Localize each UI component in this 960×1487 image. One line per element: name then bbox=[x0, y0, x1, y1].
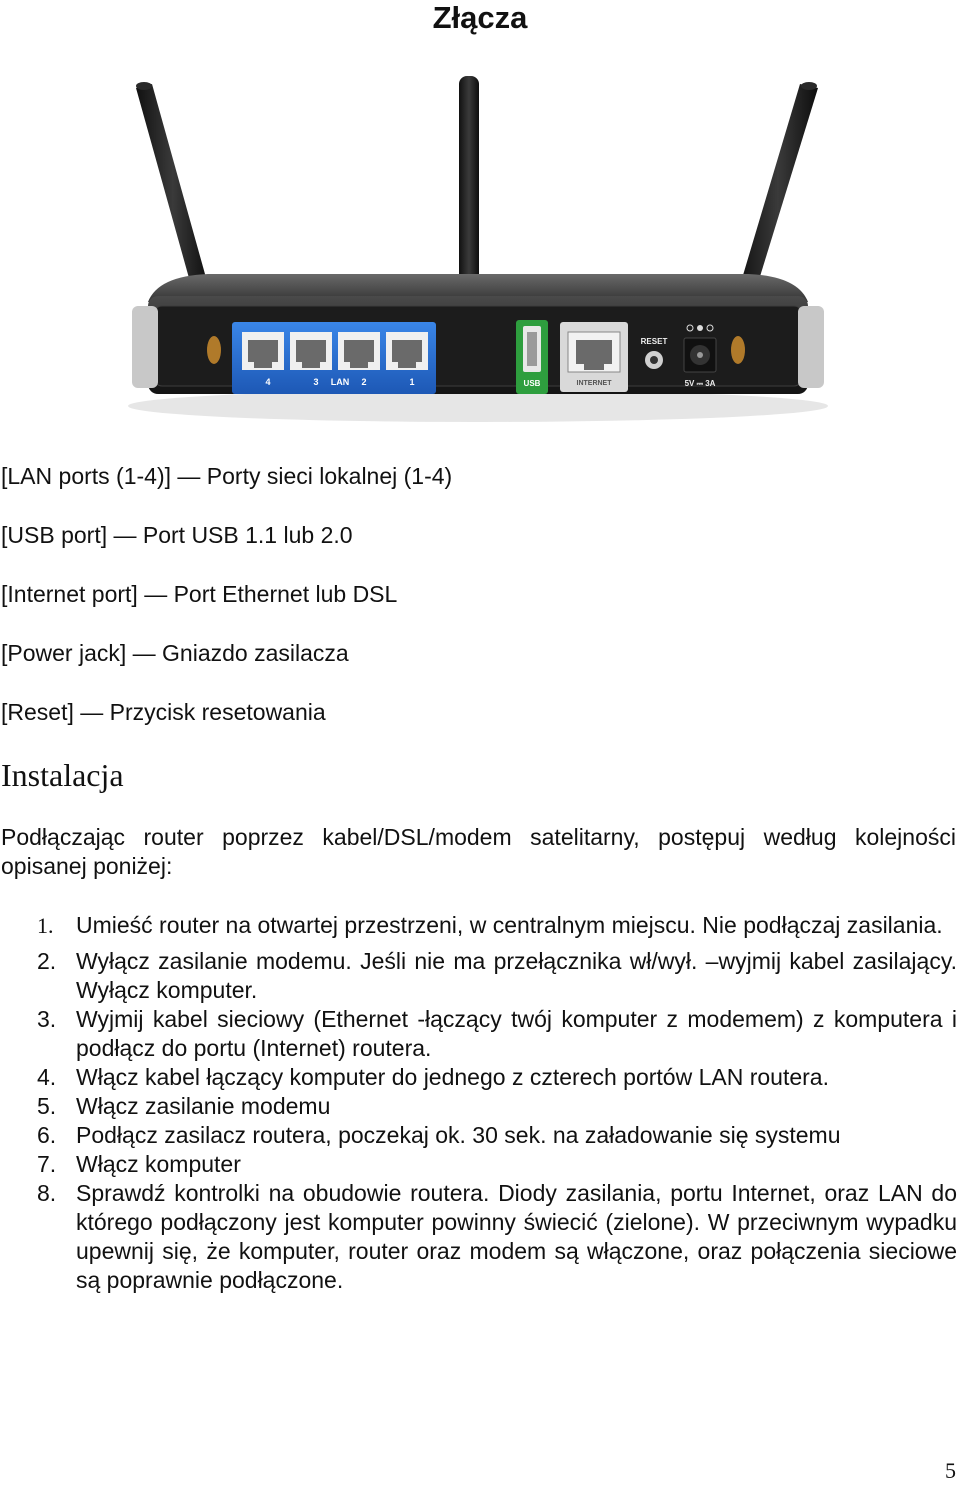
antenna-left bbox=[136, 82, 210, 296]
step-number: 4. bbox=[37, 1064, 57, 1090]
antenna-right bbox=[738, 82, 818, 296]
list-item bbox=[0, 1005, 957, 1063]
reset-label: RESET bbox=[640, 337, 668, 346]
step-text: Umieść router na otwartej przestrzeni, w centralnym miejscu. Nie podłączaj zasilania. bbox=[76, 912, 943, 938]
lan-port bbox=[290, 332, 332, 370]
page-title: Złącza bbox=[432, 0, 528, 35]
step-number: 5. bbox=[37, 1093, 57, 1119]
lan-group-label: LAN bbox=[330, 377, 350, 387]
list-item bbox=[0, 1092, 957, 1121]
lan-port bbox=[386, 332, 428, 370]
step-text: Włącz kabel łączący komputer do jednego z czterech portów LAN routera. bbox=[76, 1064, 829, 1090]
section-heading-installation: Instalacja bbox=[1, 757, 124, 793]
step-number: 3. bbox=[37, 1006, 57, 1032]
lan-port bbox=[242, 332, 284, 370]
lan-ports-panel bbox=[232, 322, 436, 394]
step-text: Podłącz zasilacz routera, poczekaj ok. 30 sek. na załadowanie się systemu bbox=[76, 1122, 841, 1148]
step-number: 6. bbox=[37, 1122, 57, 1148]
list-item bbox=[0, 1150, 957, 1179]
lan-port-label: 4 bbox=[265, 377, 271, 387]
antenna-center bbox=[459, 76, 479, 302]
port-description-reset: [Reset] — Przycisk resetowania bbox=[1, 699, 326, 725]
shadow bbox=[128, 390, 828, 422]
step-number: 1. bbox=[37, 913, 54, 938]
lan-port-label: 2 bbox=[361, 377, 367, 387]
lan-port-label: 3 bbox=[313, 377, 319, 387]
lan-port-label: 1 bbox=[409, 377, 415, 387]
step-text: Wyłącz zasilanie modemu. Jeśli nie ma przełącznika wł/wył. –wyjmij kabel zasilający. Wyłącz komputer. bbox=[76, 948, 957, 1003]
router-rear-panel-image bbox=[118, 70, 838, 430]
list-item bbox=[0, 1121, 957, 1150]
installation-steps-list bbox=[0, 911, 957, 1295]
step-text: Sprawdź kontrolki na obudowie routera. Diody zasilania, portu Internet, oraz LAN do którego podłączony jest komputer powinny świecić (zielone). W przeciwnym wypadku upewnij się, że komputer, router oraz modem są włączone, oraz połączenia sieciowe są poprawnie podłączone. bbox=[76, 1180, 957, 1293]
port-description-lan: [LAN ports (1-4)] — Porty sieci lokalnej (1-4) bbox=[1, 463, 453, 489]
list-item bbox=[0, 1179, 957, 1295]
lan-port bbox=[338, 332, 380, 370]
step-number: 2. bbox=[37, 948, 57, 974]
polarity-icon bbox=[697, 325, 703, 331]
port-description-usb: [USB port] — Port USB 1.1 lub 2.0 bbox=[1, 522, 353, 548]
list-item bbox=[0, 911, 957, 940]
step-text: Wyjmij kabel sieciowy (Ethernet -łączący twój komputer z modemem) z komputera i podłącz do portu (Internet) routera. bbox=[76, 1006, 957, 1061]
internet-label: INTERNET bbox=[576, 380, 612, 387]
usb-port-panel bbox=[516, 320, 548, 394]
power-label: 5V ⎓ 3A bbox=[684, 379, 716, 388]
step-text: Włącz komputer bbox=[76, 1151, 241, 1177]
step-number: 7. bbox=[37, 1151, 57, 1177]
step-number: 8. bbox=[37, 1180, 57, 1206]
step-text: Włącz zasilanie modemu bbox=[76, 1093, 331, 1119]
list-item bbox=[0, 947, 957, 1005]
usb-label: USB bbox=[523, 379, 541, 388]
page-number: 5 bbox=[945, 1458, 956, 1483]
internet-port bbox=[560, 322, 628, 392]
intro-paragraph: Podłączając router poprzez kabel/DSL/modem satelitarny, postępuj według kolejności opisanej poniżej: bbox=[1, 824, 956, 879]
port-description-internet: [Internet port] — Port Ethernet lub DSL bbox=[1, 581, 398, 607]
list-item bbox=[0, 1063, 957, 1092]
port-description-power: [Power jack] — Gniazdo zasilacza bbox=[1, 640, 349, 666]
